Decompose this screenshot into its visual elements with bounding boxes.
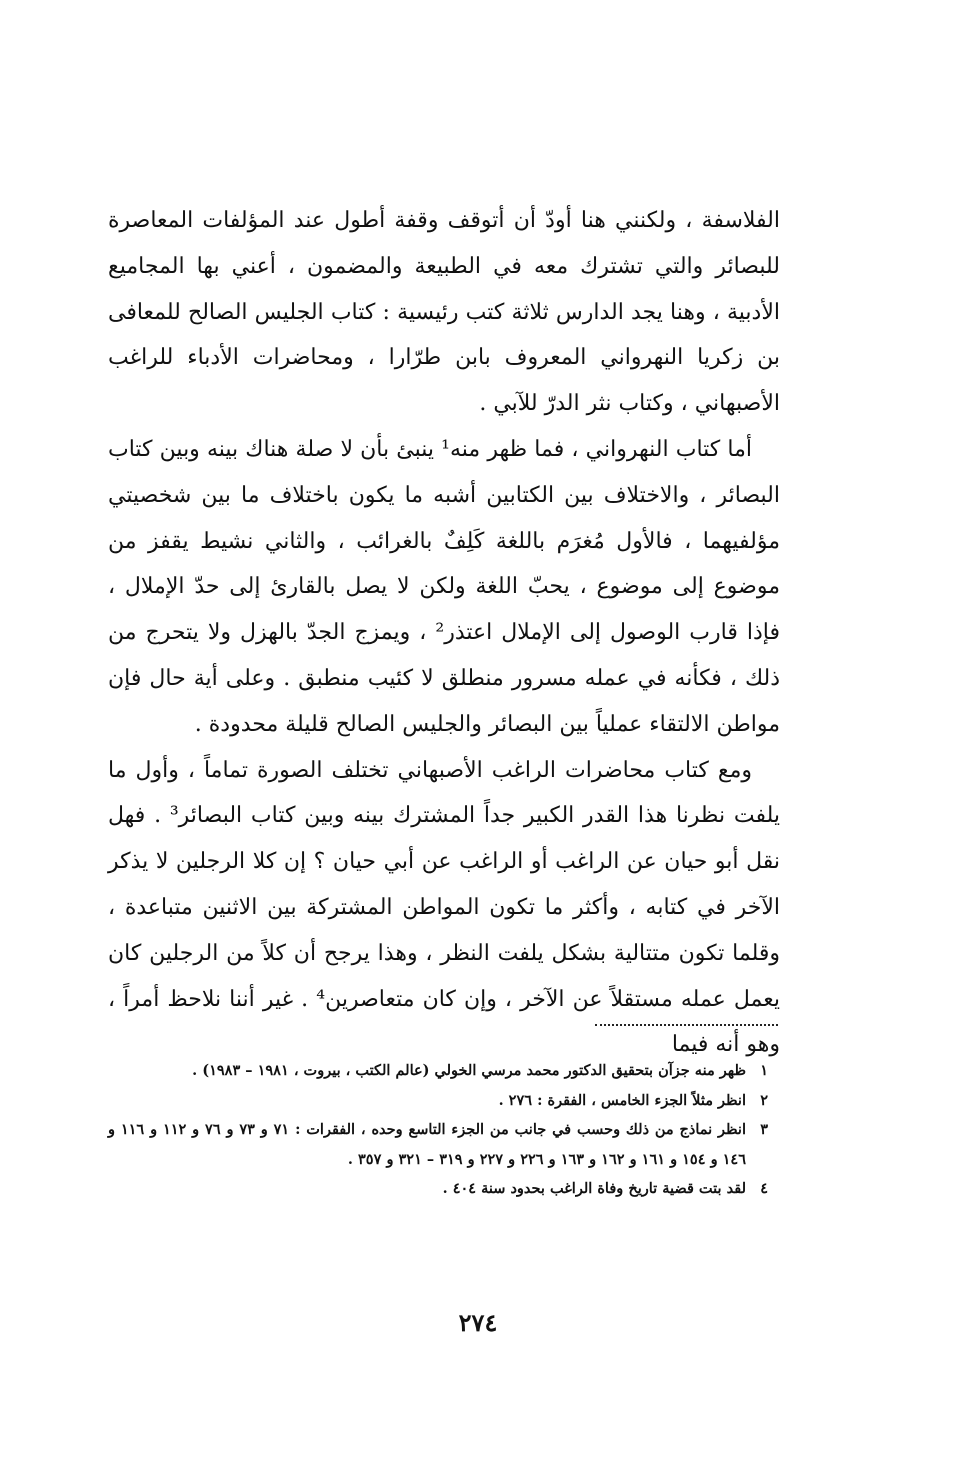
footnote-number: ٢	[760, 1091, 768, 1109]
footnotes	[108, 1056, 768, 1204]
footnote-text: انظر مثلاً الجزء الخامس ، الفقرة : ٢٧٦ .	[498, 1091, 746, 1109]
paragraph-intro: الفلاسفة ، ولكنني هنا أودّ أن أتوقف وقفة أطول عند المؤلفات المعاصرة للبصائر والتي تشترك معه في الطبيعة والمضمون ، أعني بها المجاميع الأدبية ، وهنا يجد الدارس ثلاثة كتب رئيسية : كتاب الجليس الصالح للمعافى بن زكريا النهرواني المعروف بابن طرّارا ، ومحاضرات الأدباء للراغب الأصبهاني ، وكتاب نثر الدرّ للآبي .	[108, 208, 780, 417]
footnote-number: ٣	[760, 1121, 768, 1139]
footnote-number: ٤	[760, 1180, 768, 1198]
page-number: ٢٧٤	[458, 1308, 498, 1337]
footnote-text: لقد بتت قضية تاريخ وفاة الراغب بحدود سنة ٤٠٤ .	[442, 1180, 746, 1198]
footnote-item	[108, 1056, 768, 1086]
footnote-number: ١	[760, 1062, 768, 1079]
paragraph-nahrawani: أما كتاب النهرواني ، فما ظهر منه¹ ينبئ بأن لا صلة هناك بينه وبين كتاب البصائر ، والاختلاف بين الكتابين أشبه ما يكون باختلاف ما بين شخصيتي مؤلفيهما ، فالأول مُغرَم باللغة كَلِفٌ بالغرائب ، والثاني نشيط يقفز من موضوع إلى موضوع ، يحبّ اللغة ولكن لا يصل بالقارئ إلى حدّ الإملال ، فإذا قارب الوصول إلى الإملال اعتذر² ، ويمزج الجدّ بالهزل ولا يتحرج من ذلك ، فكأنه في عمله مسرور منطلق لا كئيب منطبق . وعلى أية حال فإن مواطن الالتقاء عملياً بين البصائر والجليس الصالح قليلة محدودة .	[108, 436, 780, 737]
footnote-item	[108, 1086, 768, 1116]
paragraph-raghib: ومع كتاب محاضرات الراغب الأصبهاني تختلف الصورة تماماً ، وأول ما يلفت نظرنا هذا القدر الكبير جداً المشترك بينه وبين كتاب البصائر³ . فهل نقل أبو حيان عن الراغب أو الراغب عن أبي حيان ؟ إن كلا الرجلين لا يذكر الآخر في كتابه ، وأكثر ما تكون المواطن المشتركة بين الاثنين متباعدة ، وقلما تكون متتالية بشكل يلفت النظر ، وهذا يرجح أن كلاً من الرجلين كان يعمل عمله مستقلاً عن الآخر ، وإن كان متعاصرين⁴ . غير أننا نلاحظ أمراً ، وهو أنه فيما	[108, 757, 781, 1058]
footnote-text: ظهر منه جزآن بتحقيق الدكتور محمد مرسي الخولي (عالم الكتب ، بيروت ، ١٩٨١ – ١٩٨٣) .	[192, 1062, 746, 1079]
footnote-item	[108, 1115, 768, 1174]
main-text	[108, 198, 780, 1068]
footnote-item	[108, 1174, 768, 1204]
footnote-separator	[595, 1024, 778, 1026]
footnote-text: انظر نماذج من ذلك وحسب في جانب من الجزء التاسع وحده ، الفقرات : ٧١ و ٧٣ و ٧٦ و ١١٢ و ١١٦ و ١٤٦ و ١٥٤ و ١٦١ و ١٦٢ و ١٦٣ و ٢٢٦ و ٢٢٧ و ٣١٩ – ٣٢١ و ٣٥٧ .	[108, 1121, 746, 1168]
